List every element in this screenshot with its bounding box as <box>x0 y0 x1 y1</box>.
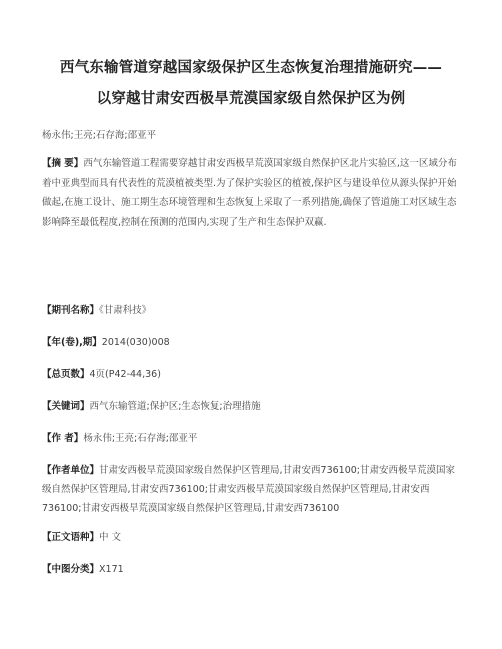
pages-value: 4页(P42-44,36) <box>89 369 161 380</box>
title-line-2: 以穿越甘肃安西极旱荒漠国家级自然保护区为例 <box>96 91 406 107</box>
keywords-value: 西气东输管道;保护区;生态恢复;治理措施 <box>89 401 261 412</box>
author-unit-label: 【作者单位】 <box>42 465 100 476</box>
pages-field <box>42 365 462 385</box>
classification-field <box>42 560 462 580</box>
abstract-field <box>42 154 462 232</box>
journal-label: 【期刊名称】 <box>42 305 100 316</box>
author-list: 杨永伟;王亮;石存海;邵亚平 <box>42 130 157 141</box>
keywords-label: 【关键词】 <box>42 401 90 412</box>
keywords-field <box>42 397 462 417</box>
author-value: 杨永伟;王亮;石存海;邵亚平 <box>83 433 198 444</box>
language-field <box>42 528 462 548</box>
title-line-1: 西气东输管道穿越国家级保护区生态恢复治理措施研究—— <box>59 60 443 76</box>
language-label: 【正文语种】 <box>42 532 100 543</box>
abstract-text: 西气东输管道工程需要穿越甘肃安西极旱荒漠国家级自然保护区北片实验区,这一区域分布着中亚典型而具有代表性的荒漠植被类型.为了保护实验区的植被,保护区与建设单位从源头保护开始做起,在施工设计、施工期生态环境管理和生态恢复上采取了一系列措施,确保了管道施工对区域生态影响降至最低程度,控制在预测的范围内,实现了生产和生态保护双赢. <box>42 158 457 228</box>
language-value: 中 文 <box>99 532 122 543</box>
abstract-label: 【摘 要】 <box>42 158 84 169</box>
author-label: 【作 者】 <box>42 433 84 444</box>
year-field <box>42 333 462 353</box>
author-field <box>42 429 462 449</box>
classification-label: 【中图分类】 <box>42 564 100 575</box>
author-unit-value: 甘肃安西极旱荒漠国家级自然保护区管理局,甘肃安西736100;甘肃安西极旱荒漠国家级自然保护区管理局,甘肃安西736100;甘肃安西极旱荒漠国家级自然保护区管理局,甘肃安西736100;甘肃安西极旱荒漠国家级自然保护区管理局,甘肃安西736100 <box>42 465 456 515</box>
journal-value: 《甘肃科技》 <box>99 305 152 316</box>
journal-field <box>42 301 462 321</box>
classification-value: X171 <box>99 564 124 575</box>
pages-label: 【总页数】 <box>42 369 90 380</box>
year-label: 【年(卷),期】 <box>42 337 102 348</box>
year-value: 2014(030)008 <box>101 337 170 348</box>
author-unit-field <box>42 461 462 519</box>
